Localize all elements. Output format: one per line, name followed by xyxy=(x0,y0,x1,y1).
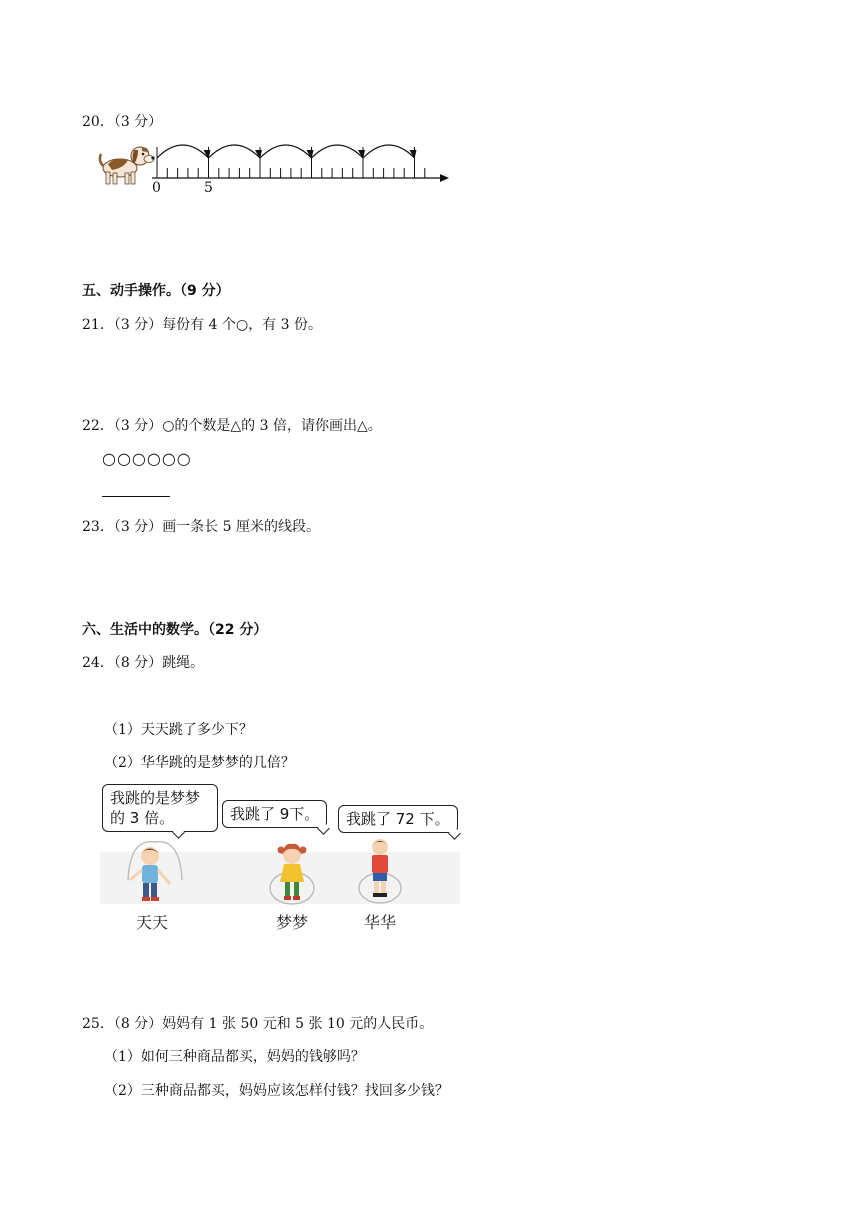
q21-text: 每份有 4 个○，有 3 份。 xyxy=(162,317,323,333)
q23-line xyxy=(82,516,320,536)
bubble-tiantian: 我跳的是梦梦的 3 倍。 xyxy=(102,784,218,832)
name-tiantian: 天天 xyxy=(136,913,169,932)
jump-arc xyxy=(363,145,415,158)
bubble-huahua: 我跳了 72 下。 xyxy=(338,805,458,833)
q21-score: （3 分） xyxy=(113,317,163,333)
q22-text: ○的个数是△的 3 倍，请你画出△。 xyxy=(162,418,382,434)
section5-title: 五、动手操作。（9 分） xyxy=(82,283,230,299)
number-line xyxy=(140,138,460,198)
q21-number: 21． xyxy=(82,317,114,333)
q22-line xyxy=(82,415,382,435)
q24-sub2: （2）华华跳的是梦梦的几倍？ xyxy=(104,755,295,771)
q23-score: （3 分） xyxy=(113,519,163,535)
q25-number: 25． xyxy=(82,1016,114,1032)
q24-text: 跳绳。 xyxy=(162,655,205,671)
q21-line xyxy=(82,314,322,334)
q24-sub1: （1）天天跳了多少下？ xyxy=(104,722,253,738)
kid-mengmeng xyxy=(264,840,320,908)
q25-score: （8 分） xyxy=(113,1016,163,1032)
q20-line xyxy=(82,111,162,131)
q22-score: （3 分） xyxy=(113,418,163,434)
bubble-mengmeng: 我跳了 9下。 xyxy=(222,800,327,828)
kid-tiantian xyxy=(120,840,190,912)
number-line-arrowhead xyxy=(440,174,449,182)
q25-line xyxy=(82,1013,433,1033)
tick-label-0: 0 xyxy=(152,180,161,196)
number-line-ticks xyxy=(157,147,425,178)
kid-huahua xyxy=(352,834,408,908)
q25-text: 妈妈有 1 张 50 元和 5 张 10 元的人民币。 xyxy=(162,1016,434,1032)
q22-number: 22． xyxy=(82,418,114,434)
tick-label-5: 5 xyxy=(204,180,213,196)
q25-sub1: （1）如何三种商品都买，妈妈的钱够吗？ xyxy=(104,1049,365,1065)
name-huahua: 华华 xyxy=(364,913,397,932)
jump-arc xyxy=(312,145,364,158)
q25-sub2: （2）三种商品都买，妈妈应该怎样付钱？找回多少钱？ xyxy=(104,1083,449,1099)
q22-circles: ○○○○○○ xyxy=(102,449,192,468)
q23-text: 画一条长 5 厘米的线段。 xyxy=(162,519,320,535)
q24-score: （8 分） xyxy=(113,655,163,671)
q23-number: 23． xyxy=(82,519,114,535)
q22-answer-line[interactable] xyxy=(102,496,170,497)
q24-number: 24． xyxy=(82,655,114,671)
jump-arc xyxy=(260,145,312,158)
q24-line xyxy=(82,652,204,672)
section6-title: 六、生活中的数学。（22 分） xyxy=(82,622,268,638)
q20-number: 20． xyxy=(82,114,114,130)
jump-rope-illustration xyxy=(100,782,460,932)
jump-arc xyxy=(209,145,261,158)
name-mengmeng: 梦梦 xyxy=(276,913,309,932)
number-line-jump-arcs xyxy=(157,145,417,159)
q20-score: （3 分） xyxy=(113,114,163,130)
jump-arc xyxy=(157,145,209,158)
